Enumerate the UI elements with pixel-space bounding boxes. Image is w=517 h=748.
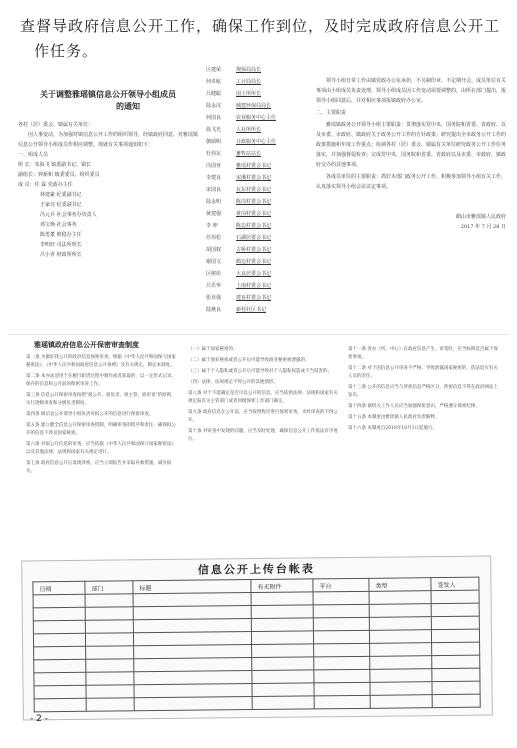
roster-role: 石湖居委会书记: [236, 235, 272, 241]
scan-divider: [8, 334, 509, 335]
notice-right-column: [316, 76, 506, 232]
ledger-column-header: 平台: [313, 578, 369, 592]
ledger-cell: [134, 684, 252, 698]
notice-title-line-2: 的通知: [116, 101, 140, 111]
members-row: [18, 180, 198, 190]
member-roster: [206, 66, 311, 318]
regulation-article: 第九条 政府信息在公开前，应当按照程序进行保密审查，未经审查的不得公开。: [188, 410, 338, 423]
roster-role: 国土所所长: [236, 91, 262, 97]
roster-row: [206, 66, 311, 78]
ledger-cell: [314, 669, 370, 683]
roster-name: 任伟松: [206, 235, 222, 241]
roster-row: [206, 198, 311, 210]
confidentiality-scan: [8, 340, 508, 550]
member-item: 王家亮 纪委副书记: [40, 202, 82, 208]
ledger-column-header: 日期: [33, 581, 85, 595]
roster-row: [206, 210, 311, 222]
roster-name: 吕乐华: [206, 283, 222, 289]
ledger-cell: [432, 694, 480, 708]
roster-role: 畜牧站站长: [236, 151, 262, 157]
roster-name: 朝颂明: [206, 139, 222, 145]
roster-role: 农业服务中心主任: [236, 115, 277, 121]
regulation-article: （二）属于商业秘密或者公开后可能导致商业秘密被泄露的；: [188, 358, 310, 363]
ledger-cell: [86, 698, 134, 712]
roster-name: 胡国权: [206, 247, 222, 253]
ledger-cell: [369, 591, 431, 605]
roster-role: 上南村委会书记: [236, 283, 272, 289]
roster-role: 人社所所长: [236, 127, 262, 133]
intro-line-1: 查督导政府信息公开工作，确保工作到位，及时完成政府信息公开工: [20, 17, 501, 35]
notice-right-p3: 各成员单位的主要职责：抓好本部门政务公开工作，积极参加领导小组有关工作，认真落实领导小组会议议定事项。: [316, 174, 507, 190]
roster-row: [206, 90, 311, 102]
ledger-cell: [34, 646, 86, 660]
ledger-cell: [369, 630, 431, 644]
ledger-cell: [251, 631, 313, 645]
regulation-article: 第十五条 本制度由雅瑶镇人民政府负责解释。: [348, 415, 440, 420]
ledger-column-header: 有无附件: [251, 579, 313, 593]
roster-role: 鹤边村委会书记: [236, 259, 272, 265]
roster-role: 雅瑶村委会书记: [236, 163, 272, 169]
ledger-column-header: 类型: [369, 578, 431, 592]
regulation-article: 第五条 建立健全信息公开保密审查机制，明确审查的程序和责任，确保拟公开的信息不涉及国家秘密。: [26, 423, 176, 436]
ledger-cell: [133, 619, 251, 633]
ledger-cell: [85, 620, 133, 634]
roster-row: [206, 174, 311, 186]
ledger-cell: [133, 632, 251, 646]
ledger-cell: [34, 685, 86, 699]
roster-row: [206, 258, 311, 270]
ledger-cell: [251, 618, 313, 632]
roster-name: 温飞光: [206, 127, 222, 133]
regulation-article: 第二条 本办法适用于在履行职责过程中制作或者获取的，以一定形式记录、保存的信息和公开前的保密审查工作。: [26, 374, 176, 387]
roster-name: 陆永明: [206, 199, 222, 205]
roster-name: 杜伟东: [206, 151, 222, 157]
leader-label: 组 长：: [18, 162, 35, 168]
ledger-cell: [432, 655, 480, 669]
ledger-cell: [370, 669, 432, 683]
roster-row: [206, 270, 311, 282]
ledger-cell: [33, 633, 85, 647]
ledger-cell: [252, 657, 314, 671]
notice-left-column: [18, 82, 198, 260]
intro-paragraph: [20, 14, 500, 64]
ledger-cell: [313, 604, 369, 618]
ledger-cell: [314, 695, 370, 709]
roster-row: [206, 186, 311, 198]
notice-scan: [8, 62, 508, 332]
ledger-cell: [432, 681, 480, 695]
ledger-cell: [314, 643, 370, 657]
roster-name: 区树坊: [206, 271, 222, 277]
page-number: - 2 -: [30, 714, 48, 724]
regulation-article: （四）法律、法规规定不得公开的其他情形。: [188, 380, 278, 385]
ledger-cell: [252, 670, 314, 684]
ledger-cell: [134, 658, 252, 672]
member-item: 邓宝焕 社会事务: [40, 222, 77, 228]
regulation-article: 第一条 为做好我公开的政府信息保密审查，根据《中华人民共和国保守国家秘密法》、《中华人民共和国政府信息公开条例》及有关规定，制定本制度。: [26, 355, 176, 368]
regulation-article: 第十四条 镇机关工作人员应当加强保密意识，严格遵守保密纪律。: [348, 404, 480, 409]
roster-role: 建良村委会书记: [236, 295, 272, 301]
ledger-cell: [85, 633, 133, 647]
ledger-cell: [369, 604, 431, 618]
ledger-cell: [313, 591, 369, 605]
roster-name: 冯国亚: [206, 163, 222, 169]
ledger-cell: [431, 603, 479, 617]
ledger-cell: [252, 696, 314, 710]
ledger-cell: [34, 698, 86, 712]
notice-right-p1: 领导小组日常工作由镇党政办公室承担，不另制印章，不定期开会。成员单位有关事项由小组成员负责处理，领导小组成员因工作变动需要调整的，由所在部门提出，报领导小组同意后，并对相应事项报镇政府办公室。: [316, 78, 507, 104]
notice-section-1: 一、组成人员: [18, 152, 49, 158]
roster-name: 吕健聪: [206, 91, 222, 97]
roster-row: [206, 162, 311, 174]
ledger-cell: [86, 659, 134, 673]
regulation-article: 第七条 政府信息公开后发现涉密，应当立即报告并采取补救措施，减少损失。: [26, 461, 172, 474]
ledger-title: 信息公开上传台帐表: [197, 562, 315, 577]
roster-role: 陈岗村委会书记: [236, 199, 272, 205]
roster-row: [206, 102, 311, 114]
ledger-cell: [314, 682, 370, 696]
member-item: 林建豪 纪委副书记: [40, 192, 82, 198]
ledger-column-header: 部门: [85, 581, 133, 595]
roster-name: 何国良: [206, 115, 222, 121]
regulation-article: 第八条 对于不能确定是否可以公开的信息，应当依照法律、法规和国家有关规定报有关主管部门或者同级保密工作部门确定。: [188, 391, 338, 404]
roster-role: 黄岗村委会书记: [236, 211, 272, 217]
regulation-article: 第十二条 对于因信息公开审查不严格，导致泄露国家秘密的，依法追究有关人员的责任。: [348, 366, 498, 379]
regulation-article: （一）属于国家秘密的；: [188, 347, 238, 352]
roster-row: [206, 282, 311, 294]
ledger-cell: [85, 607, 133, 621]
roster-row: [206, 138, 311, 150]
notice-salutation: 各村（居）委会、镇属有关单位：: [18, 122, 94, 128]
signature-date: 2017 年 7 月 28 日: [460, 224, 506, 230]
regulation-article: 第四条 镇信息公开领导小组负责对拟公开的信息进行保密审查。: [26, 412, 154, 417]
ledger-cell: [431, 590, 479, 604]
roster-role: 工计局局长: [236, 79, 262, 85]
ledger-table: [32, 577, 480, 713]
ledger-cell: [33, 607, 85, 621]
regulation-article: 第十六条 本制度自2018年10月1日起施行。: [348, 426, 437, 431]
ledger-cell: [33, 594, 85, 608]
confidentiality-title: 雅瑶镇政府信息公开保密审查制度: [34, 340, 139, 349]
confidentiality-column-2: [188, 346, 338, 447]
member-item: 陈勇董 维稳办主任: [40, 232, 82, 238]
regulation-article: （三）属于个人隐私或者公开后可能导致对个人隐私权造成不当侵害的；: [188, 369, 332, 374]
ledger-cell: [133, 593, 251, 607]
deputy-row: [18, 170, 198, 180]
roster-name: 区建荣: [206, 67, 222, 73]
ledger-cell: [370, 695, 432, 709]
ledger-cell: [369, 617, 431, 631]
roster-row: [206, 222, 311, 234]
roster-row: [206, 150, 311, 162]
deputy-value: 钟新和 镇委委员、组织委员: [38, 172, 100, 178]
ledger-cell: [34, 659, 86, 673]
regulation-article: 第六条 对拟公开信息的审查，应当依据《中华人民共和国保守国家秘密法》以及其他法律、法规和国家有关规定进行。: [26, 442, 176, 455]
ledger-cell: [85, 594, 133, 608]
ledger-column-header: 标题: [133, 580, 251, 594]
roster-name: 张业强: [206, 295, 222, 301]
ledger-cell: [134, 697, 252, 711]
leader-row: [18, 160, 198, 170]
member-item: 冯元兵 社会事务办负责人: [40, 212, 97, 218]
ledger-cell: [251, 605, 313, 619]
member-item: 吕小青 财政所所长: [40, 252, 82, 258]
ledger-cell: [370, 682, 432, 696]
roster-name: 李 坤: [206, 223, 218, 229]
ledger-cell: [252, 644, 314, 658]
roster-role: 大良居委会书记: [236, 271, 272, 277]
roster-row: [206, 234, 311, 246]
roster-row: [206, 294, 311, 306]
ledger-cell: [33, 620, 85, 634]
roster-role: 陈边村委会书记: [236, 223, 272, 229]
ledger-cell: [251, 592, 313, 606]
member-item: 任 霖 党政办主任: [34, 182, 73, 188]
ledger-cell: [370, 643, 432, 657]
leader-value: 朱海飞 镇委副书记、镇长: [34, 162, 92, 168]
intro-line-2: 作任务。: [34, 42, 99, 60]
notice-title-line-1: 关于调整雅瑶镇信息公开领导小组成员: [40, 89, 176, 99]
ledger-cell: [86, 646, 134, 660]
ledger-cell: [313, 630, 369, 644]
ledger-cell: [431, 629, 479, 643]
roster-name: 何卓航: [206, 79, 222, 85]
notice-body: 因人事变动，为加强对镇信息公开工作的组织领导，经镇政府同意，对雅瑶镇信息公开领导小组成员作相应调整。现就有关事项通知如下：: [18, 132, 199, 148]
roster-role: 计政服务中心主任: [236, 139, 277, 145]
roster-name: 黄建强: [206, 211, 222, 217]
roster-role: 古桥村委会书记: [236, 247, 272, 253]
upload-ledger: [21, 556, 493, 721]
ledger-cell: [314, 656, 370, 670]
notice-title: [18, 88, 198, 112]
confidentiality-column-1: [26, 354, 176, 479]
roster-row: [206, 78, 311, 90]
members-label: 成 员：: [18, 182, 35, 188]
signature-org: 鹤山市雅瑶镇人民政府: [455, 214, 506, 220]
roster-row: [206, 114, 311, 126]
ledger-cell: [134, 645, 252, 659]
regulation-article: 第十条 对审查中发现的问题，应当及时处理，确保信息公开工作依法有序进行。: [188, 429, 338, 442]
regulation-article: 第十一条 各办（所、中心）在政府信息产生、审签时，应当标明是否属于保密事项。: [348, 347, 498, 360]
ledger-cell: [432, 668, 480, 682]
roster-role: 瓦东村委会书记: [236, 187, 272, 193]
ledger-column-header: 签发人: [431, 577, 479, 591]
notice-section-2: 二、主要职责: [316, 110, 347, 116]
ledger-cell: [313, 617, 369, 631]
ledger-cell: [86, 685, 134, 699]
roster-role: 宋溪村委会书记: [236, 175, 272, 181]
roster-name: 陆永汉: [206, 103, 222, 109]
roster-row: [206, 126, 311, 138]
ledger-cell: [34, 672, 86, 686]
roster-row: [206, 306, 311, 318]
member-item: 李明轩 司法所所长: [40, 242, 82, 248]
confidentiality-column-3: [348, 346, 498, 436]
roster-name: 宋国良: [206, 187, 222, 193]
roster-role: 规保局局长: [236, 67, 262, 73]
ledger-cell: [86, 672, 134, 686]
roster-name: 李建良: [206, 175, 222, 181]
roster-role: 城建环保局局长: [236, 103, 272, 109]
roster-name: 谢国文: [206, 259, 222, 265]
ledger-cell: [133, 606, 251, 620]
ledger-cell: [252, 683, 314, 697]
notice-right-p2: 雅瑶镇政务公开领导小组主要职责：贯彻落实党中央、国务院和省委、省政府、以及市委、市政府、镇政府关于政务公开工作的方针政策；研究提出全市政务公开工作的政策措施和年度工作重点；协调各村（居）委会、镇属有关单位研究政务公开工作任务落实，并加强督促检查；完成党中央、国务院和省委、省政府以及市委、市政府、镇政府交办的其他事项。: [316, 122, 507, 168]
ledger-cell: [432, 642, 480, 656]
roster-role: 新桂社区书记: [236, 307, 267, 313]
ledger-cell: [431, 616, 479, 630]
roster-row: [206, 246, 311, 258]
regulation-article: 第三条 信息公开保密审查按照"谁公开、谁负责，谁主管、谁审查"的原则，实行逐级审查和分级负责制度。: [26, 393, 176, 406]
regulation-article: 第十三条 公开的信息应当与涉密信息严格区分，涉密信息不得在政府网站上发布。: [348, 385, 498, 398]
roster-name: 陆燕良: [206, 307, 222, 313]
ledger-cell: [370, 656, 432, 670]
deputy-label: 副组长：: [18, 172, 39, 178]
ledger-cell: [134, 671, 252, 685]
